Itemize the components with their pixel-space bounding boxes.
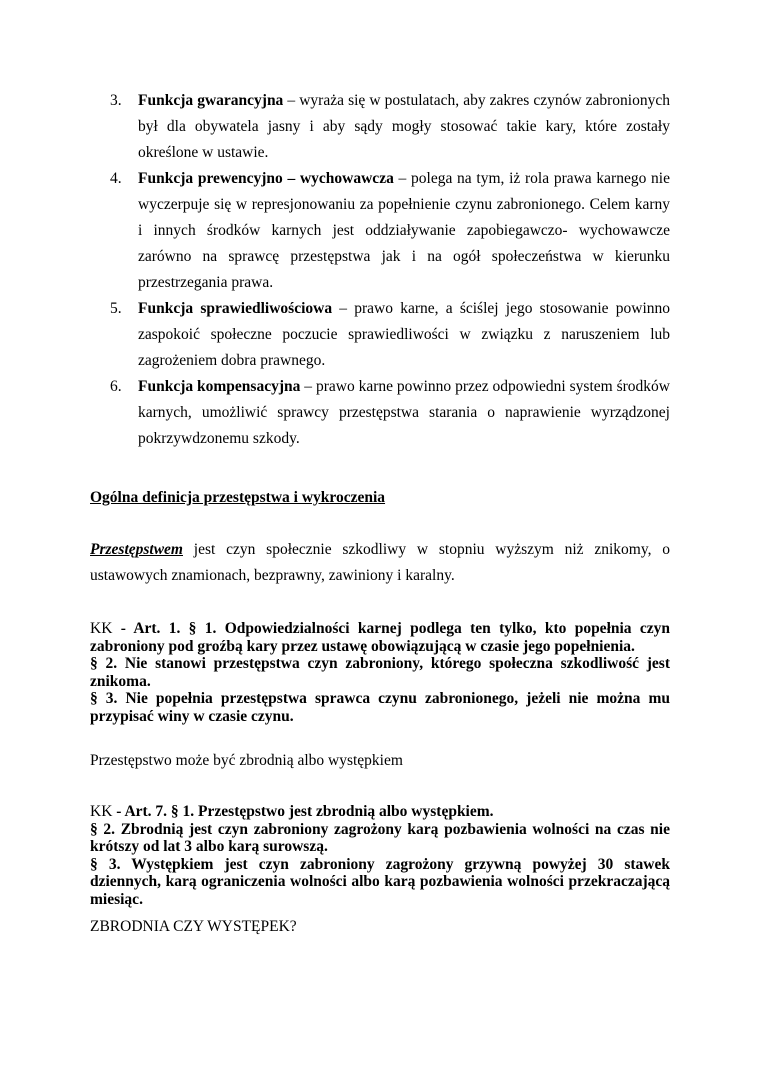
article-1-par-1 (90, 620, 670, 655)
definition-line-1 (90, 537, 670, 563)
list-text: – wyraża się w postulatach, aby zakres czynów zabronionych był dla obywatela jasny i aby sądy mogły stosować takie kary, które zostały określone w ustawie. (138, 92, 670, 161)
list-item (110, 88, 670, 166)
definition-term: Przestępstwem (90, 541, 183, 558)
section-heading: Ogólna definicja przestępstwa i wykroczenia (90, 489, 386, 506)
list-term: Funkcja gwarancyjna (138, 92, 284, 109)
list-item (110, 374, 670, 452)
article-1-block (90, 620, 670, 725)
article-1-par-3: § 3. Nie popełnia przestępstwa sprawca czynu zabronionego, jeżeli nie można mu przypisać winy w czasie czynu. (90, 690, 670, 725)
definition-paragraph (90, 537, 670, 589)
list-term: Funkcja sprawiedliwościowa (138, 300, 333, 317)
list-number: 5. (110, 300, 122, 317)
article-7-par-3: § 3. Występkiem jest czyn zabroniony zagrożony grzywną powyżej 30 stawek dziennych, karą ograniczenia wolności albo karą pozbawienia wolności przekraczającą miesiąc. (90, 855, 670, 908)
list-item (110, 166, 670, 296)
code-abbr: KK (90, 620, 113, 637)
code-abbr: KK (90, 803, 113, 820)
question-text: ZBRODNIA CZY WYSTĘPEK? (90, 918, 297, 935)
list-term: Funkcja kompensacyjna (138, 378, 301, 395)
list-item (110, 296, 670, 374)
list-text: – polega na tym, iż rola prawa karnego nie wyczerpuje się w represjonowaniu za popełnienie czynu zabronionego. Celem karny i innych środków karnych jest oddziaływanie zapobiegawczo- wychowawcze zarówno na sprawcę przestępstwa jak i na ogół społeczeństwa w kierunku przestrzegania prawa. (138, 170, 670, 291)
list-number: 6. (110, 378, 122, 395)
article-7-text-1: - Art. 7. § 1. Przestępstwo jest zbrodnią albo występkiem. (112, 803, 494, 820)
functions-list (110, 88, 670, 452)
list-text: – prawo karne, a ściślej jego stosowanie powinno zaspokoić społeczne poczucie sprawiedliwości w związku z naruszeniem lub zagrożeniem dobra prawnego. (138, 300, 671, 369)
definition-text-1: jest czyn społecznie szkodliwy w stopniu wyższym niż znikomy, o (183, 541, 670, 558)
list-number: 3. (110, 92, 122, 109)
article-7-block (90, 803, 670, 908)
note-text: Przestępstwo może być zbrodnią albo występkiem (90, 752, 403, 769)
article-7-par-2: § 2. Zbrodnią jest czyn zabroniony zagrożony karą pozbawienia wolności na czas nie krótszy od lat 3 albo karą surowszą. (90, 820, 670, 855)
definition-text-2: ustawowych znamionach, bezprawny, zawiniony i karalny. (90, 567, 455, 584)
article-7-par-1 (90, 803, 670, 821)
list-term: Funkcja prewencyjno – wychowawcza (138, 170, 394, 187)
article-1-par-2: § 2. Nie stanowi przestępstwa czyn zabroniony, którego społeczna szkodliwość jest znikoma. (90, 655, 670, 690)
list-number: 4. (110, 170, 122, 187)
list-text: – prawo karne powinno przez odpowiedni system środków karnych, umożliwić sprawcy przestępstwa starania o naprawienie wyrządzonej pokrzywdzonemu szkody. (138, 378, 671, 447)
article-1-text-1: - Art. 1. § 1. Odpowiedzialności karnej podlega ten tylko, kto popełnia czyn zabroniony pod groźbą kary przez ustawę obowiązującą w czasie jego popełnienia. (90, 620, 670, 655)
